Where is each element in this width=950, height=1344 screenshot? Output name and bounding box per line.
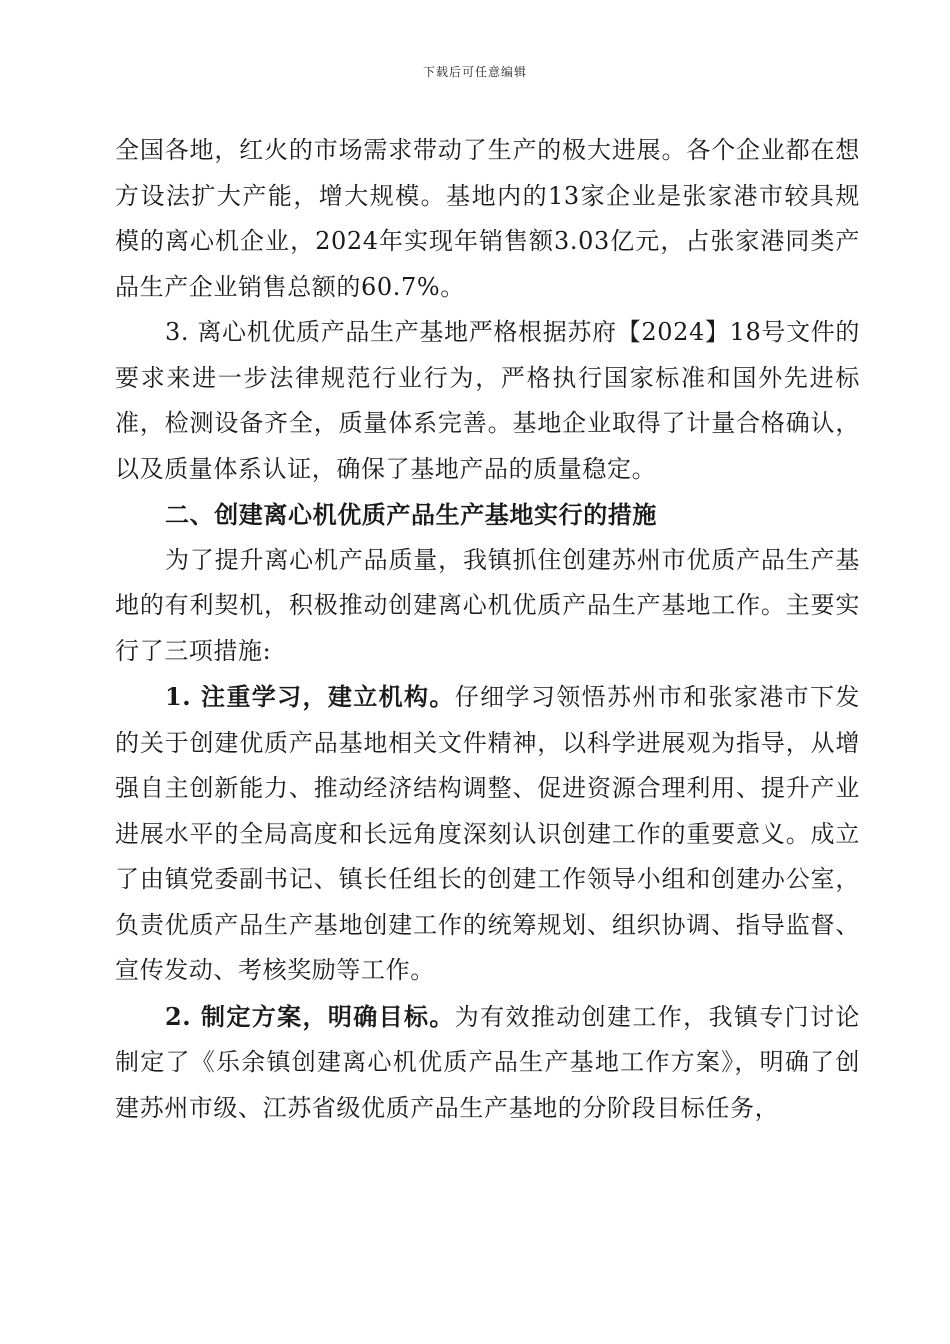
paragraph-item-3-standards: 3. 离心机优质产品生产基地严格根据苏府【2024】18号文件的要求来进一步法律规范行业行为，严格执行国家标准和国外先进标准，检测设备齐全，质量体系完善。基地企业取得了计量合格确认，以及质量体系认证，确保了基地产品的质量稳定。 xyxy=(115,318,860,483)
paragraph-measure-1 xyxy=(115,674,860,994)
section-heading-measures: 二、创建离心机优质产品生产基地实行的措施 xyxy=(165,500,657,529)
measure-1-title: 1. 注重学习，建立机构。 xyxy=(165,682,455,711)
paragraph-measures-intro: 为了提升离心机产品质量，我镇抓住创建苏州市优质产品生产基地的有利契机，积极推动创建离心机优质产品生产基地工作。主要实行了三项措施: xyxy=(115,545,860,665)
paragraph-measure-2 xyxy=(115,994,860,1132)
measure-2-body: 为有效推动创建工作，我镇专门讨论制定了《乐余镇创建离心机优质产品生产基地工作方案》，明确了创建苏州市级、江苏省级优质产品生产基地的分阶段目标任务， xyxy=(115,1002,860,1122)
document-body xyxy=(115,128,860,1131)
paragraph-market-demand: 全国各地，红火的市场需求带动了生产的极大进展。各个企业都在想方设法扩大产能，增大规模。基地内的13家企业是张家港市较具规模的离心机企业，2024年实现年销售额3.03亿元，占张家港同类产品生产企业销售总额的60.7%。 xyxy=(115,136,860,301)
measure-2-title: 2. 制定方案，明确目标。 xyxy=(165,1001,455,1031)
page-header: 下载后可任意编辑 xyxy=(422,65,527,79)
measure-1-body: 仔细学习领悟苏州市和张家港市下发的关于创建优质产品基地相关文件精神，以科学进展观为指导，从增强自主创新能力、推动经济结构调整、促进资源合理利用、提升产业进展水平的全局高度和长远角度深刻认识创建工作的重要意义。成立了由镇党委副书记、镇长任组长的创建工作领导小组和创建办公室，负责优质产品生产基地创建工作的统筹规划、组织协调、指导监督、宣传发动、考核奖励等工作。 xyxy=(115,683,860,984)
